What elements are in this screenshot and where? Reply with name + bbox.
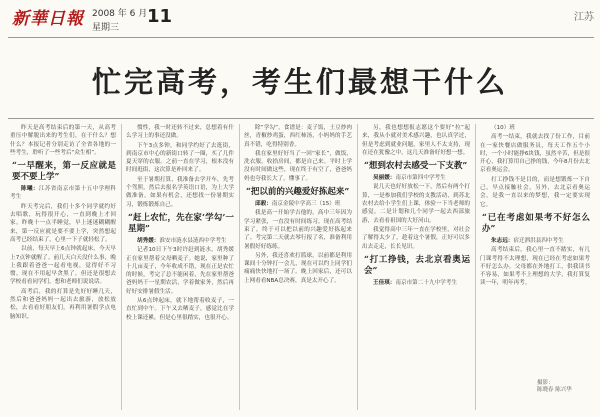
article-byline (10, 185, 116, 202)
interviewee-name: 陈曦： (21, 186, 39, 193)
interviewee-school: 南京市第四中学考生 (395, 175, 446, 182)
article-byline (480, 237, 590, 245)
interviewee-name: 吴丽媛： (373, 175, 396, 182)
interviewee-school: 淮安市涟水县涟西中学考生 (159, 237, 227, 244)
article-paragraph: 高考后，我的打算是先好好睡几天，然后和爸爸妈妈一起出去旅游，放松放松，去看看好朋友们，再利用暑假学点电脑知识。 (10, 288, 116, 320)
article-byline (362, 174, 470, 182)
page-number: 11 (147, 6, 173, 27)
article-paragraph: 我觉得高中三年一直在学校里，对社会了解得太少了，趁着这个暑假，正好可以多出去走走，长长见识。 (362, 226, 470, 250)
photo-credit (537, 380, 589, 404)
newspaper-logo: 新華日報 (12, 9, 84, 29)
photo-credit-label: 摄影： (537, 380, 554, 386)
article-paragraph: 另外，我还喜欢打篮球，以前都是利用课间十分钟打一会儿，现在可以约上同学们痛痛快快地打一场了。晚上回家后，还可以上网看看NBA总决赛，真是太开心了。 (244, 252, 352, 284)
interviewee-school: 宿迁泗洪县四中考生 (513, 237, 564, 244)
article-paragraph: 记者10日下午3时许赶到涟水，胡秀媛正在家里帮着父母晒麦子。她说，家里种了十几亩麦子，今年收成不错，现在正是农忙的时候，考完了总不能闲着，先在家里帮爸爸妈妈干一星期农活，学着做家务，然后再好好安排暑假生活。 (126, 247, 234, 295)
article-subheading: “打工挣钱，去北京看奥运会” (364, 254, 470, 276)
article-column-4 (362, 124, 470, 414)
article-paragraph: （10）班 (491, 125, 515, 131)
article-paragraph: 打工挣钱不是目的，而是想锻炼一下自己，早点接触社会，另外，去北京看奥运会，是我一直以来的梦想，我一定要实现它。 (480, 176, 590, 208)
column-divider (121, 124, 122, 410)
interviewee-name: 胡秀媛： (137, 237, 160, 244)
article-paragraph: 从6点钟起床，就下地帮着收麦子，一直忙到中午。下午又去晒麦子，感觉比在学校上课还累，但是心里很踏实，也很开心。 (126, 298, 234, 321)
header-divider (8, 37, 594, 38)
headline-divider (8, 118, 594, 119)
article-paragraph: 我是高一开始学吉他的，高中三年因为学习紧张，一直没有时间练习，现在高考结束了，终于可以把以前的兴趣爱好拣起来了。考完第二天就去琴行报了名，准备利用暑假好好练练。 (244, 210, 352, 250)
column-divider (357, 124, 358, 410)
article-column-1 (10, 124, 116, 414)
article-byline (362, 279, 470, 287)
article-paragraph: 高考一结束，我就去找了份工作，目前在一家快餐店做服务员，每天工作五个小时，一个小时能挣6块钱，虽然辛苦，但是很开心，我打算用自己挣的钱，今年8月份去北京看奥运会。 (480, 134, 590, 174)
page-headline: 忙完高考，考生们最想干什么 (91, 65, 508, 99)
article-subheading: “一早醒来，第一反应就是要不要上学” (12, 161, 116, 183)
column-divider (239, 124, 240, 410)
article-column-5 (480, 124, 590, 374)
article-paragraph: 下午3点多钟，和同学约好了去逛街，到南京市中心的新街口转了一圈，买了几件夏天穿的衣服。之前一直在学习，根本没有时间逛街，这次算是补回来了。 (126, 142, 234, 174)
article-paragraph: 昨天是高考结束后的第一天，从高考重压中解脱出来的考生们，在干什么？想什么？本报记者分别走访了全省各地的一些考生，聆听了一些考后“众生相”。 (10, 125, 116, 156)
article-subheading: “赶上农忙，先在家‘学勾’一星期” (128, 212, 234, 234)
issue-weekday: 星期三 (92, 23, 120, 33)
interviewee-name: 王佳琪： (373, 279, 396, 286)
article-byline (126, 237, 234, 245)
column-divider (475, 124, 476, 410)
article-paragraph: 另，我也想想报志愿这个要好“拉”起来，我从小就对美术感兴趣，也认真学过，但是考虑到就业问题，家里人不太支持，现在还在犹豫之中，这几天准备好好想一想。 (362, 125, 470, 156)
article-subheading: “想到农村去感受一下支教” (364, 161, 468, 172)
article-byline (244, 200, 352, 208)
article-column-2 (126, 124, 234, 414)
interviewee-name: 朱志远： (491, 237, 514, 244)
article-column-3 (244, 124, 352, 414)
article-paragraph: 惯性，我一时还转不过来，总想着有什么学习上的事还没做。 (126, 125, 234, 140)
article-subheading: “把以前的兴趣爱好拣起来” (246, 187, 350, 198)
article-paragraph: 至于暑期打算，我准备去学开车，先考个驾照，然后去报名学英语口语，为上大学做准备。如果有机会，还想找一份暑期实习，锻炼锻炼自己。 (126, 176, 234, 208)
article-paragraph: 高考结束后，我心里一直不踏实，有几门课考得不太理想，现在已经在考虑如果考不好怎么办。父母都在外地打工，供我读书不容易，如果考不上理想的大学，我打算复读一年，明年再考。 (480, 247, 590, 287)
article-subheading: “已在考虑如果考不好怎么办” (482, 212, 590, 234)
photo-credit-names: 陈晓春 陈兴华 (537, 387, 572, 393)
section-label: 江苏 (574, 12, 594, 23)
interviewee-school: 江苏省南京市第十五中学理科考生 (10, 186, 116, 201)
article-paragraph: 说几天也好好放松一下，然后有两个打算，一是参加我们学校的支教活动，到苏北农村去给小学生们上课，体验一下当老师的感觉。二是计划和几个同学一起去西部旅游，去看看祖国的大好河山。 (362, 184, 470, 224)
article-paragraph: 除“学勾”，食谱是：麦子饭，土豆炒肉丝，青椒炒鸡蛋，西红柿汤，小妈妈的手艺真不错，吃得特别香。 (244, 125, 352, 148)
issue-date: 2008 年 6 月 (92, 9, 148, 19)
article-paragraph: 昨天考完后，我们十多个同学就约好去唱歌，玩得很开心，一直到晚上才回家。昨晚十一点半睡觉，早上迷迷糊糊醒来，第一反应就是要不要上学，突然想起高考已经结束了，心里一下子就轻松了。 (10, 203, 116, 243)
article-paragraph: 以前，每天早上6点钟就起床，今天早上7点钟就醒了。前几天白天没什么事，晚上我跟着爸爸一起看电视，觉得好不习惯。现在不用起早贪黑了，但还是很想去学校看看同学们，想和老师们说说话。 (10, 246, 116, 286)
interviewee-name: 邱毅： (255, 201, 272, 208)
interviewee-school: 南京市第二十九中学考生 (395, 279, 457, 286)
article-paragraph: 我在家里好好当了一回“家长”，做饭，洗衣服，收拾房间，都是自己来。平时上学没有时间做这些，现在终于有空了，爸爸妈妈也夸我长大了，懂事了。 (244, 150, 352, 182)
interviewee-school: 南京金陵中学高三（15）班 (271, 201, 341, 208)
